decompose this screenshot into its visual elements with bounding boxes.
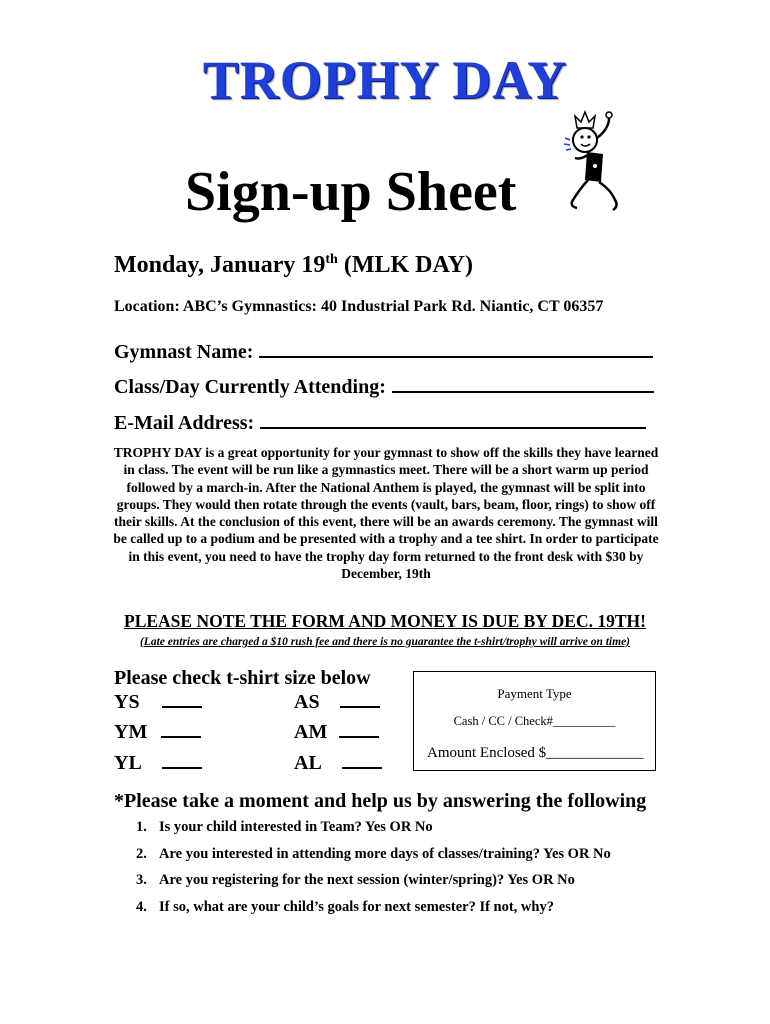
size-option-ym[interactable]: YM xyxy=(114,719,201,745)
due-notice: PLEASE NOTE THE FORM AND MONEY IS DUE BY DEC. 19TH! xyxy=(124,611,646,631)
gymnast-name-line[interactable] xyxy=(259,340,653,358)
survey-question[interactable]: 2. Are you interested in attending more days of classes/training? Yes OR No xyxy=(136,846,611,862)
event-location: Location: ABC’s Gymnastics: 40 Industrial Park Rd. Niantic, CT 06357 xyxy=(114,298,604,315)
class-day-field[interactable] xyxy=(114,374,654,400)
gymnast-mascot-icon xyxy=(555,108,635,218)
survey-heading: *Please take a moment and help us by answering the following xyxy=(114,790,647,812)
payment-methods-field[interactable]: Cash / CC / Check#__________ xyxy=(453,714,616,728)
page-subtitle: Sign-up Sheet xyxy=(185,161,517,223)
email-line[interactable] xyxy=(260,411,646,429)
gymnast-name-field[interactable] xyxy=(114,339,653,365)
survey-question[interactable]: 3. Are you registering for the next session (winter/spring)? Yes OR No xyxy=(136,872,575,888)
size-option-yl[interactable]: YL xyxy=(114,750,202,776)
gymnast-name-label: Gymnast Name: xyxy=(114,341,254,363)
size-option-am[interactable]: AM xyxy=(294,719,379,745)
page-title: TROPHY DAY xyxy=(202,50,568,110)
payment-box xyxy=(413,671,656,771)
class-day-label: Class/Day Currently Attending: xyxy=(114,376,386,398)
survey-question[interactable]: 4. If so, what are your child’s goals for next semester? If not, why? xyxy=(136,899,554,915)
email-field[interactable] xyxy=(114,410,646,436)
tshirt-heading: Please check t-shirt size below xyxy=(114,667,371,689)
size-option-ys[interactable]: YS xyxy=(114,689,202,715)
survey-question[interactable]: 1. Is your child interested in Team? Yes OR No xyxy=(136,819,433,835)
email-label: E-Mail Address: xyxy=(114,412,255,434)
size-option-al[interactable]: AL xyxy=(294,750,382,776)
amount-enclosed-field[interactable]: Amount Enclosed $_____________ xyxy=(427,745,644,761)
late-entry-note: (Late entries are charged a $10 rush fee and there is no guarantee the t-shirt/trophy will arrive on time) xyxy=(139,636,631,648)
event-description: TROPHY DAY is a great opportunity for your gymnast to show off the skills they have learned in class. The event will be run like a gymnastics meet. There will be a short warm up period followed by a march-in. After the National Anthem is played, the gymnast will be split into groups. They would then rotate through the events (vault, bars, beam, floor, rings) to show off their skills. At the conclusion of this event, there will be an awards ceremony. The gymnast will be called up to a podium and be presented with a trophy and a tee shirt. In order to participate in this event, you need to have the trophy day form returned to the front desk with $30 by December, 19th xyxy=(113,445,659,582)
payment-type-label: Payment Type xyxy=(497,686,572,701)
class-day-line[interactable] xyxy=(392,375,654,393)
size-option-as[interactable]: AS xyxy=(294,689,380,715)
event-date: Monday, January 19th (MLK DAY) xyxy=(114,252,473,278)
